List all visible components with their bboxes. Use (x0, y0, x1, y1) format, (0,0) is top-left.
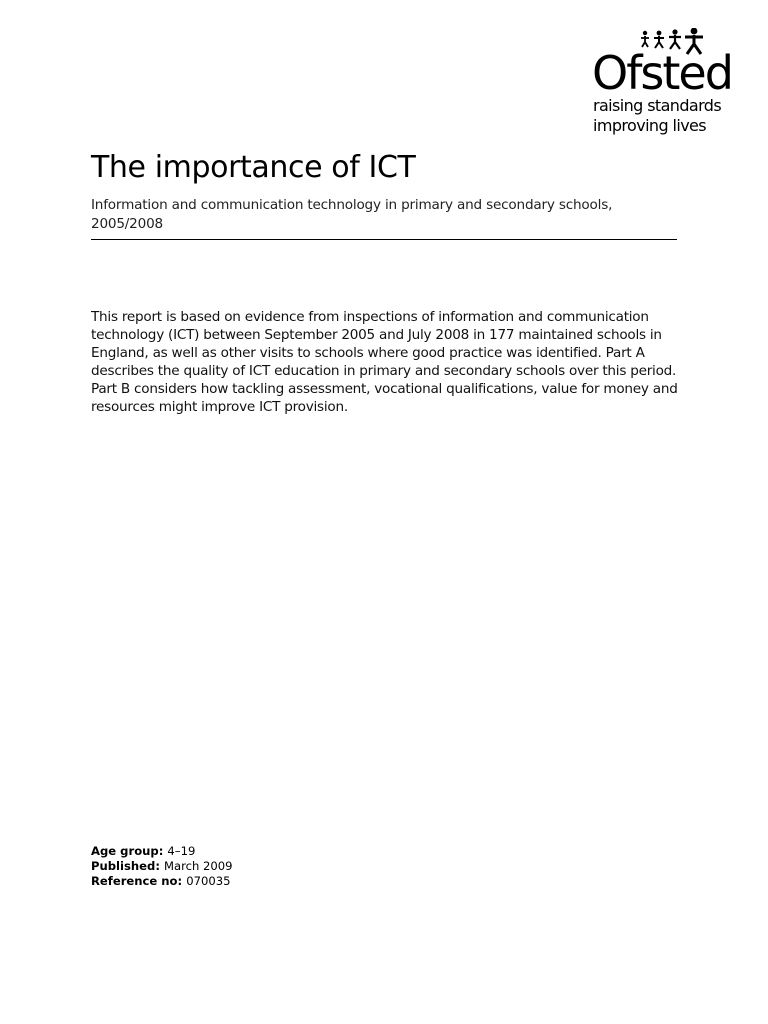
reference-value: 070035 (186, 874, 231, 888)
reference-label: Reference no: (91, 874, 187, 888)
age-group-label: Age group: (91, 844, 168, 858)
published-row (91, 859, 233, 874)
age-group-value: 4–19 (167, 844, 196, 858)
report-title: The importance of ICT (91, 150, 416, 185)
logo-wordmark: Ofsted (592, 46, 732, 100)
logo-tagline-1: raising standards (593, 96, 722, 115)
report-subtitle: Information and communication technology in primary and secondary schools, 2005/2008 (91, 197, 613, 232)
report-summary: This report is based on evidence from inspections of information and communication technology (ICT) between September 2005 and July 2008 in 177 maintained schools in England, as well as other visits to schools where good practice was identified. Part A describes the quality of ICT education in primary and secondary schools over this period. Part B considers how tackling assessment, vocational qualifications, value for money and resources might improve ICT provision. (91, 309, 678, 415)
report-metadata (91, 844, 233, 889)
published-value: March 2009 (164, 859, 233, 873)
reference-row (91, 874, 233, 889)
title-divider (91, 239, 677, 240)
logo-tagline-2: improving lives (593, 116, 707, 135)
published-label: Published: (91, 859, 164, 873)
ofsted-logo (586, 26, 736, 138)
age-group-row (91, 844, 233, 859)
